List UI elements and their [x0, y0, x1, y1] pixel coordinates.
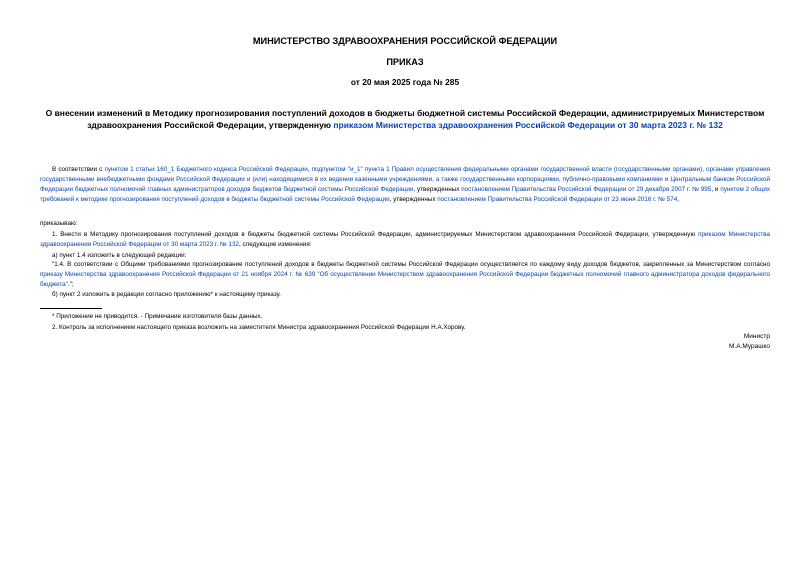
preamble-text-2: ,	[307, 166, 312, 173]
preamble-link-1[interactable]: пунктом 1 статьи 160_1 Бюджетного кодекса Российской Федерации	[104, 166, 308, 173]
preamble-text-3: , утвержденных	[413, 186, 462, 193]
quote-text-1: "1.4. В соответствии с Общими требованиями прогнозирование поступлений доходов в бюджеты бюджетной системы Российской Федерации осуществляется по каждому виду доходов бюджетов, закрепленных за Министерством согласно	[52, 261, 770, 268]
preamble-text-4: , и	[711, 186, 721, 193]
doc-type-heading: ПРИКАЗ	[386, 57, 424, 67]
sub-item-b: б) пункт 2 изложить в редакции согласно приложению* к настоящему приказу.	[52, 291, 281, 298]
preamble-link-2[interactable]: подпунктом "и_1" пункта 1 Правил осуществления федеральными органами государственной власти (государственными органами), органами управления государственными внебюджетными фондами Российской Федерации и (или) находящимися в их ведении казенными учреждениями, а также государственными корпорациями, публично-правовыми компаниями и Центральным банком Российской Федерации бюджетных полномочий главных администраторов доходов бюджетов бюджетной системы Российской Федерации	[40, 166, 771, 193]
item-1-text-1: 1. Внести в Методику прогнозирования поступлений доходов в бюджеты бюджетной системы Российской Федерации, администрируемых Министерством здравоохранения Российской Федерации, утвержденную	[52, 231, 699, 238]
ministry-heading: МИНИСТЕРСТВО ЗДРАВООХРАНЕНИЯ РОССИЙСКОЙ ФЕДЕРАЦИИ	[252, 36, 558, 46]
quote-link[interactable]: приказу Министерства здравоохранения Российской Федерации от 21 ноября 2024 г. № 639 "Об осуществлении Министерством здравоохранения Российской Федерации бюджетных полномочий главного администратора доходов федерального бюджета"	[40, 271, 770, 288]
item-1-text-2: , следующие изменения:	[238, 241, 312, 248]
preamble-link-4[interactable]: пунктом 2 общих требований к методике прогнозирования поступлений доходов в бюджеты бюджетной системы Российской Федерации	[40, 186, 770, 203]
sub-item-a: а) пункт 1.4 изложить в следующей редакции:	[52, 252, 187, 259]
signature-position: Министр	[743, 333, 770, 340]
preamble-text-6: ,	[677, 196, 679, 203]
preamble-text-5: , утвержденных	[389, 196, 438, 203]
quote-paragraph	[40, 260, 770, 290]
title-text: О внесении изменений в Методику прогнозирования поступлений доходов в бюджеты бюджетной системы Российской Федерации, администрируемых Министерством здравоохранения Российской Федерации, утвержденную	[45, 108, 765, 130]
item-2: 2. Контроль за исполнением настоящего приказа возложить на заместителя Министра здравоохранения Российской Федерации Н.А.Хорову.	[52, 324, 466, 331]
preamble-paragraph	[40, 165, 770, 205]
preamble-link-3[interactable]: постановлением Правительства Российской Федерации от 29 декабря 2007 г. № 995	[461, 186, 712, 193]
preamble-text-1: В соответствии с	[52, 166, 105, 173]
item-1-link[interactable]: приказом Министерства здравоохранения Российской Федерации от 30 марта 2023 г. № 132	[40, 231, 770, 248]
order-word: приказываю:	[40, 220, 78, 227]
preamble-link-5[interactable]: постановлением Правительства Российской Федерации от 23 июня 2016 г. № 574	[437, 196, 678, 203]
footnote: * Приложение не приводится. - Примечание изготовителя базы данных.	[52, 313, 263, 320]
item-1	[40, 230, 770, 250]
document-title	[40, 107, 770, 131]
date-number: от 20 мая 2025 года № 285	[350, 77, 460, 87]
signature-name: М.А.Мурашко	[728, 343, 770, 350]
quote-text-2: .";	[67, 281, 74, 288]
footnote-divider	[40, 308, 102, 309]
title-link[interactable]: приказом Министерства здравоохранения Российской Федерации от 30 марта 2023 г. № 132	[333, 120, 723, 130]
